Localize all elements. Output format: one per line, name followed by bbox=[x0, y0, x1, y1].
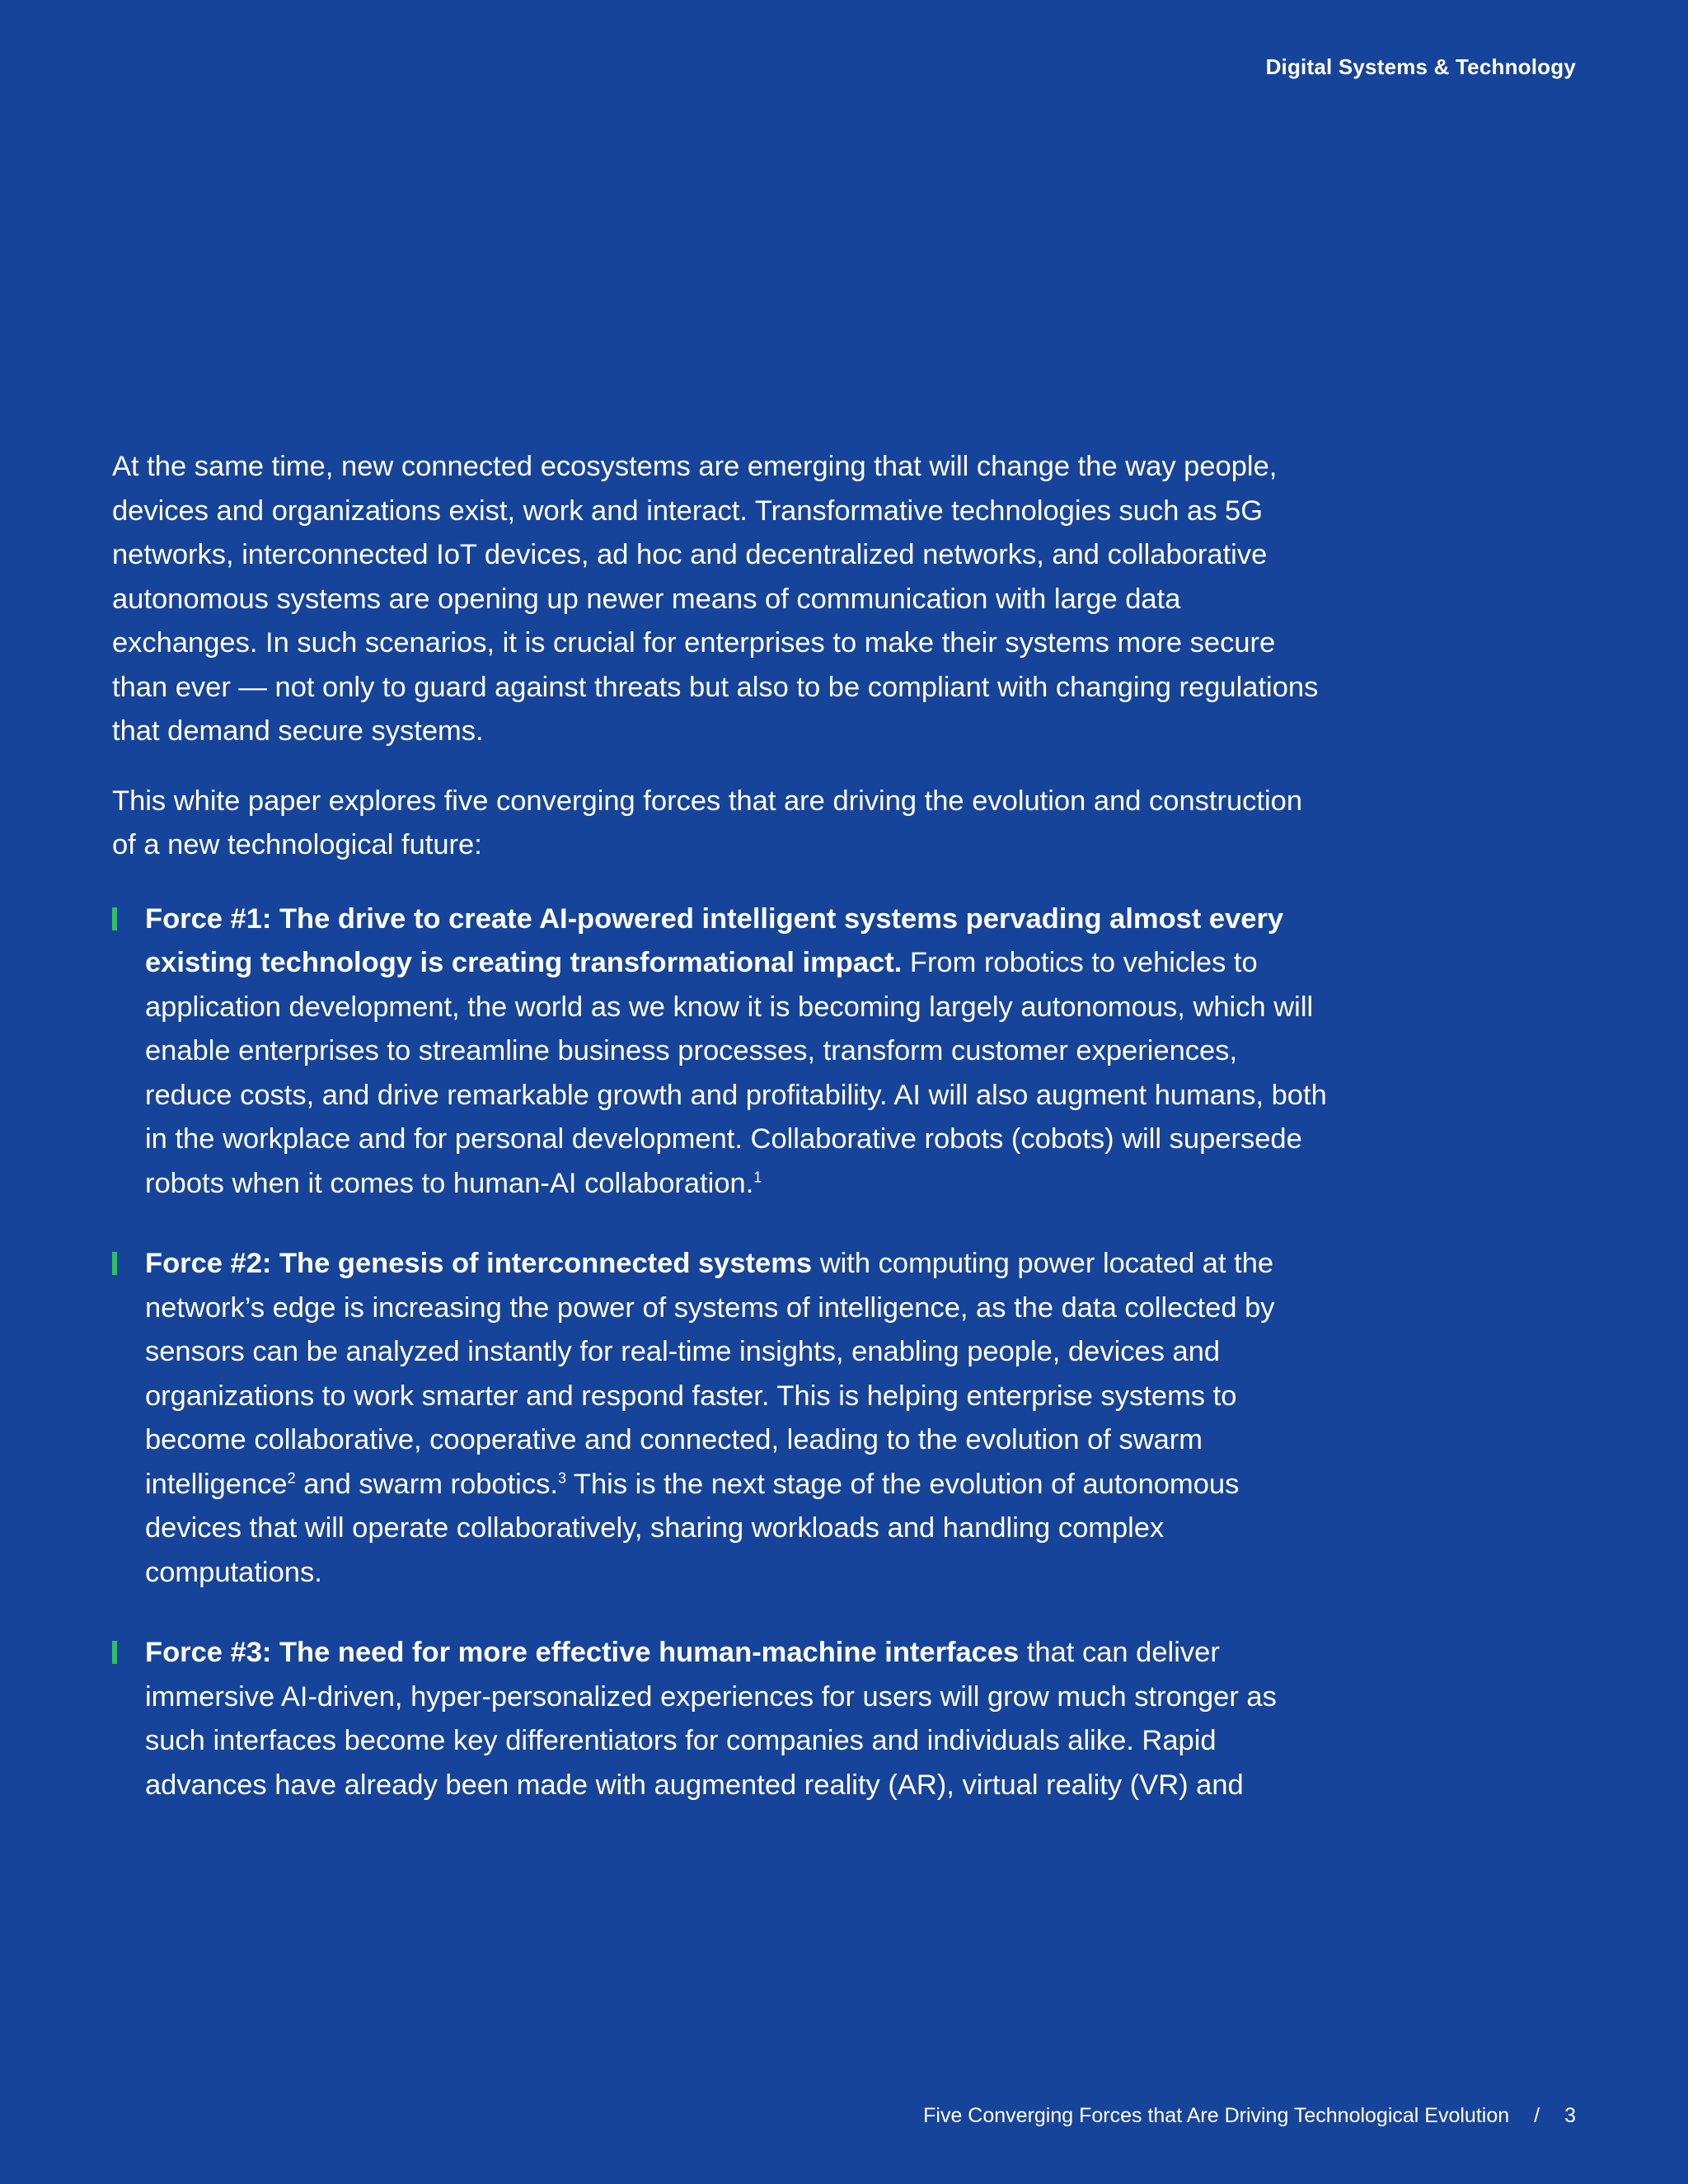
force-3-body: that can deliver immersive AI-driven, hyper-personalized experiences for users will grow much stronger as such interfaces become key differentiators for companies and individuals alike. Rapid advances have already been made with augmented reality (AR), virtual reality (VR) and bbox=[145, 1637, 1277, 1801]
footnote-ref-3: 3 bbox=[557, 1469, 566, 1486]
force-1-body: From robotics to vehicles to application development, the world as we know it is becoming largely autonomous, which will enable enterprises to streamline business processes, transform customer experiences, reduce costs, and drive remarkable growth and profitability. AI will also augment humans, both in the workplace and for personal development. Collaborative robots (cobots) will supersede robots when it comes to human-AI collaboration. bbox=[145, 947, 1327, 1199]
force-item-1 bbox=[112, 898, 1332, 1207]
force-1-text bbox=[145, 898, 1332, 1207]
bullet-marker-icon bbox=[112, 1252, 117, 1275]
bullet-marker-icon bbox=[112, 1641, 117, 1664]
intro-paragraph: At the same time, new connected ecosystems are emerging that will change the way people, devices and organizations exist, work and interact. Transformative technologies such as 5G networks, interconnected IoT devices, ad hoc and decentralized networks, and collaborative autonomous systems are opening up newer means of communication with large data exchanges. In such scenarios, it is crucial for enterprises to make their systems more secure than ever — not only to guard against threats but also to be compliant with changing regulations that demand secure systems. bbox=[112, 451, 1319, 747]
force-item-3 bbox=[112, 1631, 1332, 1807]
section-label: Digital Systems & Technology bbox=[1265, 54, 1576, 79]
page-number: 3 bbox=[1564, 2104, 1576, 2127]
force-2-text bbox=[145, 1242, 1332, 1595]
force-2-body-b: and swarm robotics. bbox=[295, 1468, 558, 1500]
main-content bbox=[112, 445, 1332, 1844]
force-2-heading: Force #2: The genesis of interconnected systems bbox=[145, 1248, 813, 1279]
page-footer bbox=[923, 2104, 1576, 2128]
force-2-body-a: with computing power located at the network’s edge is increasing the power of systems of intelligence, as the data collected by sensors can be analyzed instantly for real-time insights, enabling people, devices and organizations to work smarter and respond faster. This is helping enterprise systems to become collaborative, cooperative and connected, leading to the evolution of swarm intelligence bbox=[145, 1248, 1275, 1500]
force-item-2 bbox=[112, 1242, 1332, 1595]
footer-title: Five Converging Forces that Are Driving Technological Evolution bbox=[923, 2104, 1510, 2127]
force-3-heading: Force #3: The need for more effective human-machine interfaces bbox=[145, 1637, 1020, 1668]
force-2-body-c: This is the next stage of the evolution of autonomous devices that will operate collaboratively, sharing workloads and handling complex computations. bbox=[145, 1468, 1240, 1588]
footnote-ref-2: 2 bbox=[287, 1469, 296, 1486]
bullet-marker-icon bbox=[112, 907, 117, 930]
footer-separator: / bbox=[1534, 2104, 1540, 2127]
forces-intro-paragraph: This white paper explores five converging forces that are driving the evolution and construction of a new technological future: bbox=[112, 785, 1303, 860]
force-1-heading: Force #1: The drive to create AI-powered intelligent systems pervading almost every existing technology is creating transformational impact. bbox=[145, 902, 1284, 978]
force-3-text bbox=[145, 1631, 1332, 1807]
footnote-ref-1: 1 bbox=[753, 1169, 762, 1185]
